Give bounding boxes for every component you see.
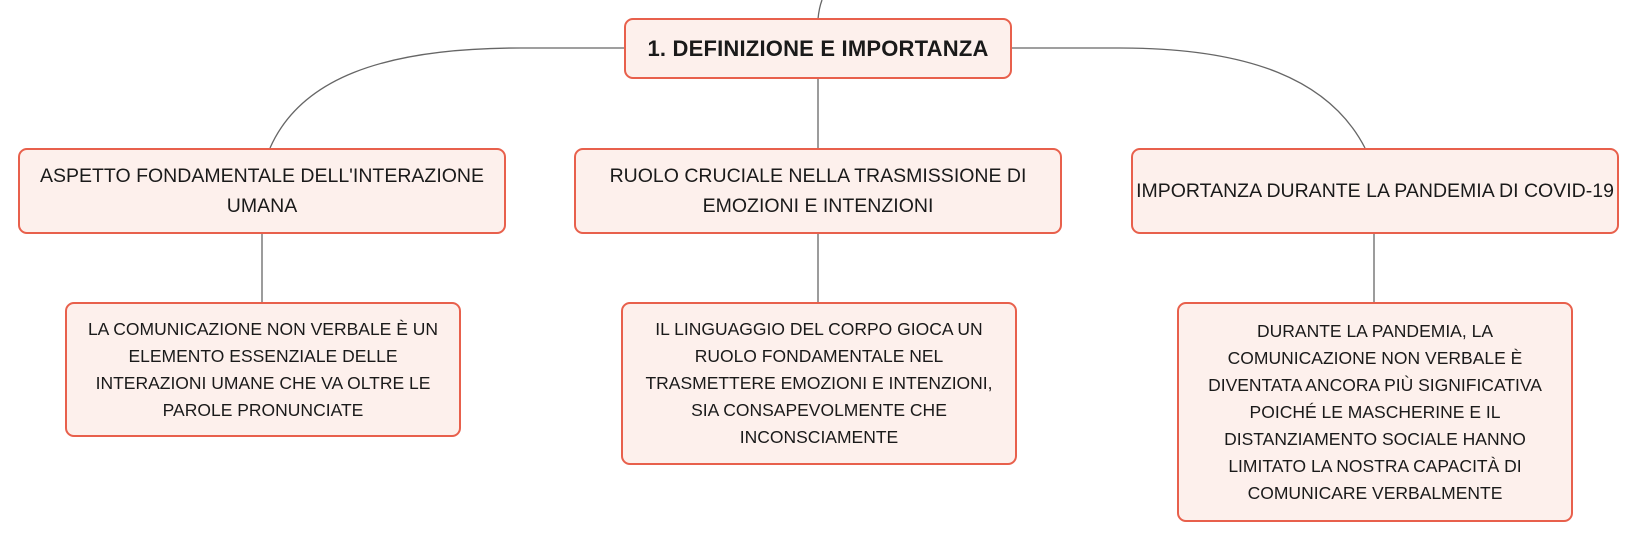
detail-node-interaction[interactable]: [65, 302, 461, 437]
detail-text: DURANTE LA PANDEMIA, LA COMUNICAZIONE NON VERBALE È DIVENTATA ANCORA PIÙ SIGNIFICATIVA POICHÉ LE MASCHERINE E IL DISTANZIAMENTO SOCIALE HANNO LIMITATO LA NOSTRA CAPACITÀ DI COMUNICARE VERBALMENTE: [1208, 320, 1542, 503]
connector-root-left: [270, 48, 624, 148]
branch-title: ASPETTO FONDAMENTALE DELL'INTERAZIONE UMANA: [40, 165, 484, 217]
root-node[interactable]: [624, 18, 1012, 79]
detail-node-emotions[interactable]: [621, 302, 1017, 465]
detail-text: IL LINGUAGGIO DEL CORPO GIOCA UN RUOLO FONDAMENTALE NEL TRASMETTERE EMOZIONI E INTENZIONI, SIA CONSAPEVOLMENTE CHE INCONSCIAMENTE: [645, 319, 993, 447]
connector-root-right: [1012, 48, 1365, 148]
root-title: 1. DEFINIZIONE E IMPORTANZA: [647, 35, 989, 61]
detail-text: LA COMUNICAZIONE NON VERBALE È UN ELEMENTO ESSENZIALE DELLE INTERAZIONI UMANE CHE VA OLTRE LE PAROLE PRONUNCIATE: [87, 318, 439, 420]
branch-title: IMPORTANZA DURANTE LA PANDEMIA DI COVID-19: [1136, 180, 1614, 202]
branch-node-interaction[interactable]: [18, 148, 506, 234]
branch-node-pandemic[interactable]: [1131, 148, 1619, 234]
connector-parent: [818, 0, 822, 19]
detail-node-pandemic[interactable]: [1177, 302, 1573, 522]
branch-title: RUOLO CRUCIALE NELLA TRASMISSIONE DI EMOZIONI E INTENZIONI: [609, 165, 1027, 217]
branch-node-emotions[interactable]: [574, 148, 1062, 234]
